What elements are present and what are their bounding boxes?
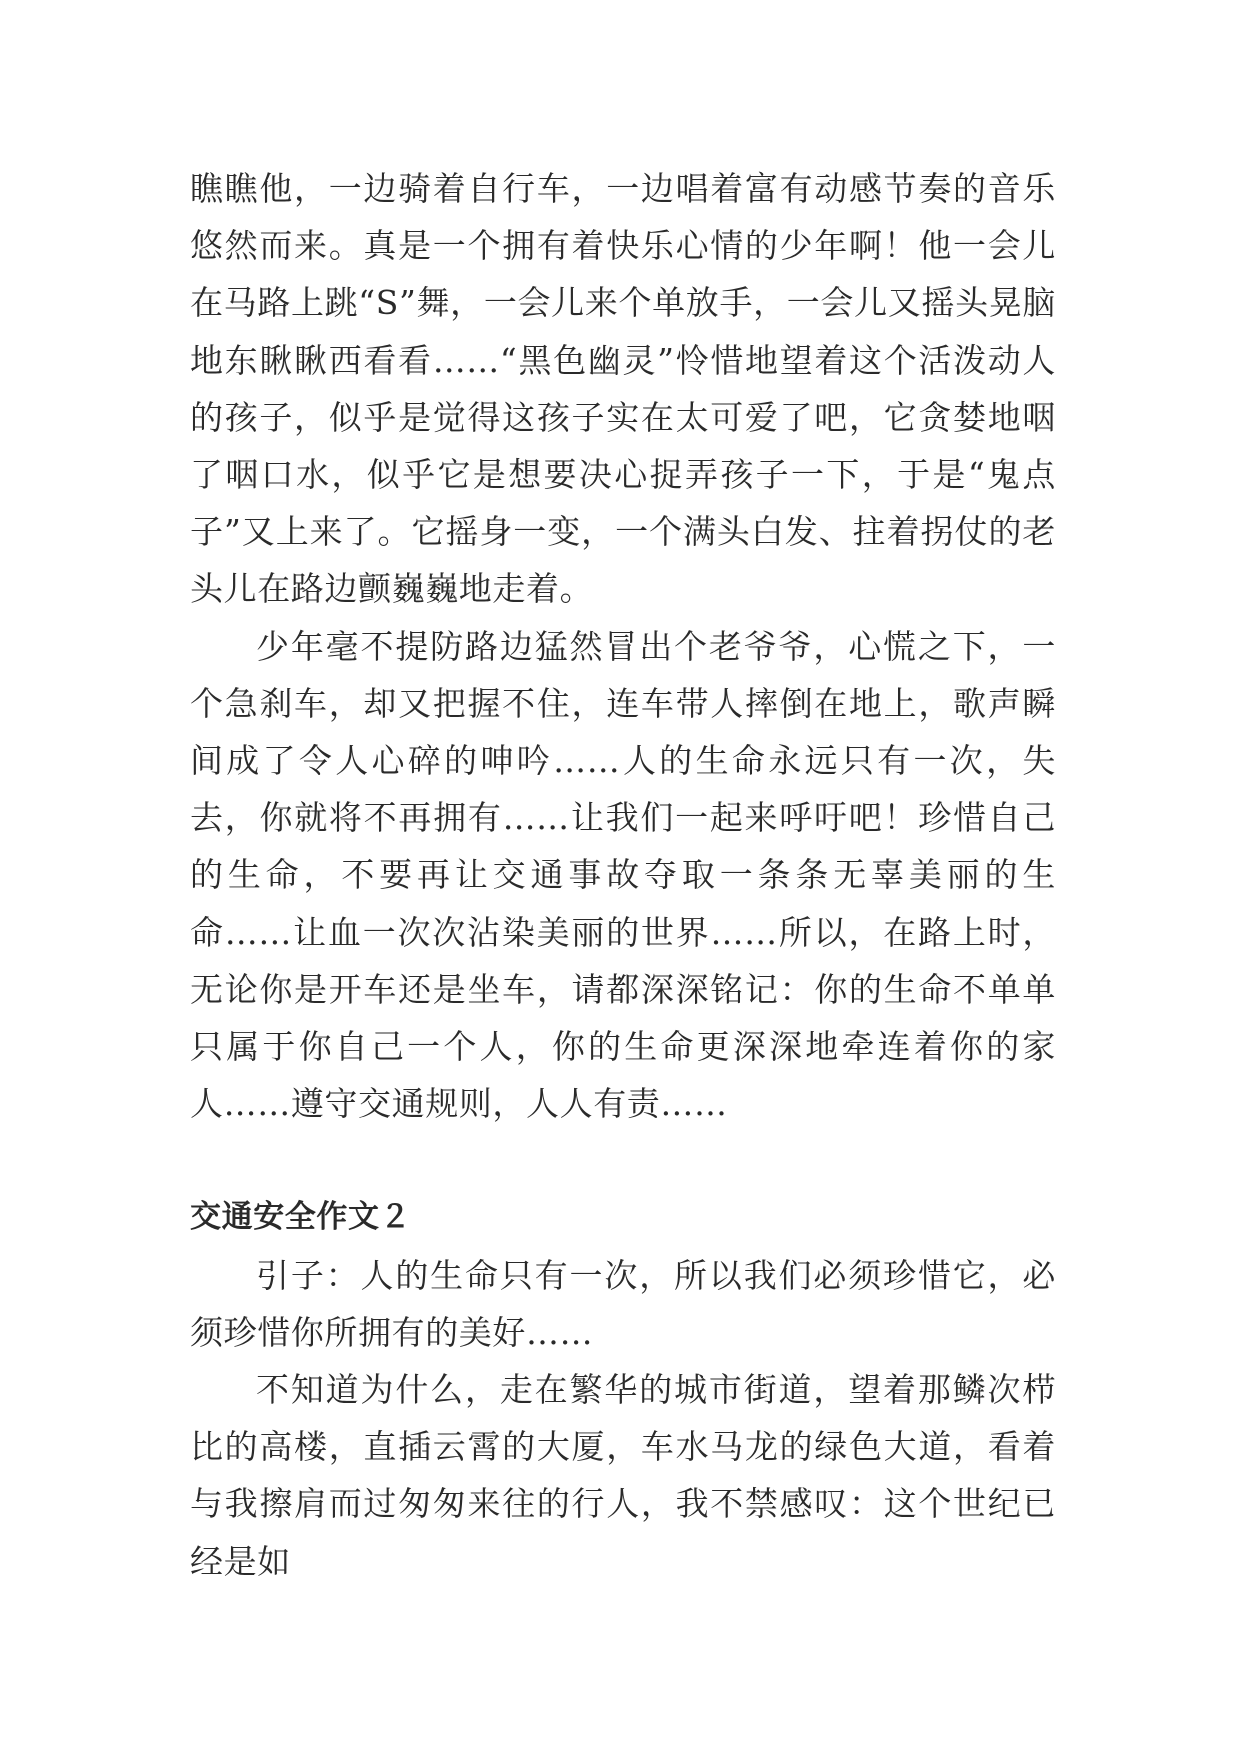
paragraph-city: 不知道为什么，走在繁华的城市街道，望着那鳞次栉比的高楼，直插云霄的大厦，车水马龙的绿色大道，看着与我擦肩而过匆匆来往的行人，我不禁感叹：这个世纪已经是如 <box>190 1370 1056 1581</box>
section-heading: 交通安全作文２ <box>190 1199 412 1236</box>
paragraph-intro: 引子：人的生命只有一次，所以我们必须珍惜它，必须珍惜你所拥有的美好…… <box>190 1255 1056 1352</box>
document-page <box>190 160 1056 1590</box>
paragraph-continuation: 瞧瞧他，一边骑着自行车，一边唱着富有动感节奏的音乐悠然而来。真是一个拥有着快乐心情的少年啊！他一会儿在马路上跳“S”舞，一会儿来个单放手，一会儿又摇头晃脑地东瞅瞅西看看……“黑色幽灵”怜惜地望着这个活泼动人的孩子，似乎是觉得这孩子实在太可爱了吧，它贪婪地咽了咽口水，似乎它是想要决心捉弄孩子一下，于是“鬼点子”又上来了。它摇身一变，一个满头白发、拄着拐仗的老头儿在路边颤巍巍地走着。 <box>190 169 1056 609</box>
paragraph-accident: 少年毫不提防路边猛然冒出个老爷爷，心慌之下，一个急刹车，却又把握不住，连车带人摔倒在地上，歌声瞬间成了令人心碎的呻吟……人的生命永远只有一次，失去，你就将不再拥有……让我们一起来呼吁吧！珍惜自己的生命，不要再让交通事故夺取一条条无辜美丽的生命……让血一次次沾染美丽的世界……所以，在路上时，无论你是开车还是坐车，请都深深铭记：你的生命不单单只属于你自己一个人，你的生命更深深地牵连着你的家人……遵守交通规则，人人有责…… <box>190 626 1056 1124</box>
